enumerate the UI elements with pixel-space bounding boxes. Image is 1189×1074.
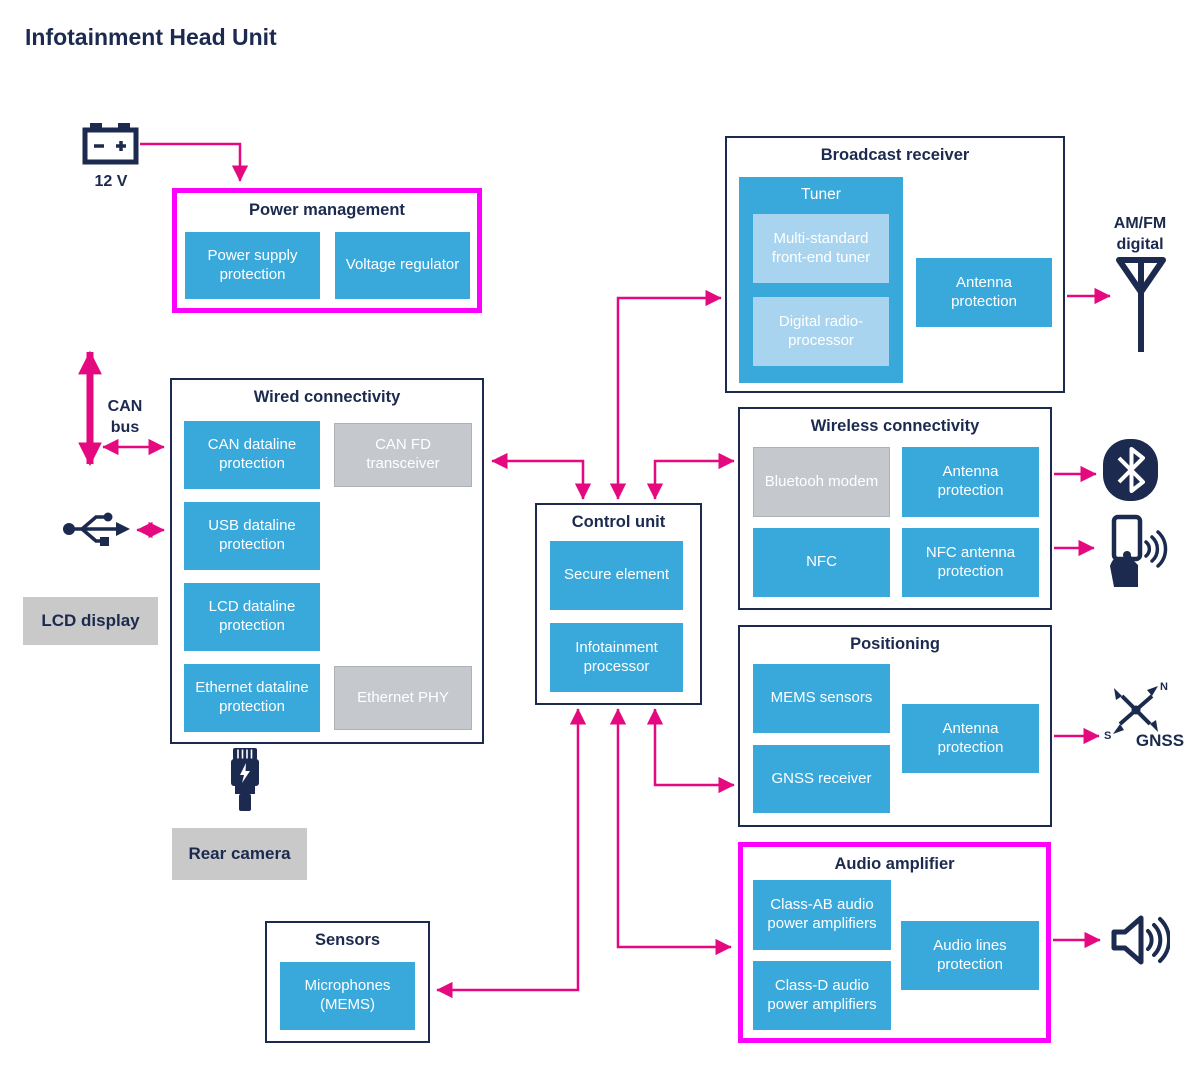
group-sensors	[265, 921, 430, 1043]
chip-multi-standard-front-end-tuner: Multi-standard front-end tuner	[753, 214, 889, 283]
connector-control-to-sensors	[437, 709, 578, 990]
chip-lcd-dataline-protection: LCD dataline protection	[184, 583, 320, 651]
chip-audio-lines-protection: Audio lines protection	[901, 921, 1039, 990]
chip-usb-dataline-protection: USB dataline protection	[184, 502, 320, 570]
chip-digital-radio-processor: Digital radio-processor	[753, 297, 889, 366]
connector-control-to-audio	[618, 709, 731, 947]
group-wireless-connectivity	[738, 407, 1052, 610]
svg-text:S: S	[1104, 730, 1112, 740]
connector-wired-to-control	[492, 461, 583, 499]
group-title-positioning: Positioning	[850, 635, 940, 653]
connector-battery-to-power	[140, 144, 240, 181]
group-title-control-unit: Control unit	[571, 513, 666, 531]
chip-wireless-antenna-protection: Antenna protection	[902, 447, 1039, 517]
chip-class-ab-amplifiers: Class-AB audio power amplifiers	[753, 880, 891, 950]
chip-class-d-amplifiers: Class-D audio power amplifiers	[753, 961, 891, 1030]
subgroup-title-tuner: Tuner	[801, 186, 841, 203]
chip-nfc: NFC	[753, 528, 890, 597]
group-title-power-management: Power management	[249, 201, 405, 219]
chip-microphones-mems: Microphones (MEMS)	[280, 962, 415, 1030]
battery-icon	[82, 122, 140, 168]
chip-broadcast-antenna-protection: Antenna protection	[916, 258, 1052, 327]
rear-camera-label: Rear camera	[172, 828, 307, 880]
can-bus-label: CAN bus	[107, 398, 143, 436]
group-title-wireless-connectivity: Wireless connectivity	[810, 417, 980, 435]
group-wired-connectivity	[170, 378, 484, 744]
chip-gnss-receiver: GNSS receiver	[753, 745, 890, 813]
chip-can-dataline-protection: CAN dataline protection	[184, 421, 320, 489]
chip-power-supply-protection: Power supply protection	[185, 232, 320, 299]
group-title-broadcast-receiver: Broadcast receiver	[820, 146, 970, 164]
connector-control-to-positioning	[655, 709, 734, 785]
group-title-sensors: Sensors	[314, 931, 381, 949]
chip-voltage-regulator: Voltage regulator	[335, 232, 470, 299]
group-broadcast-receiver	[725, 136, 1065, 393]
page-title: Infotainment Head Unit	[25, 24, 277, 50]
group-audio-amplifier	[738, 842, 1051, 1043]
gnss-label: GNSS	[1135, 731, 1185, 750]
chip-secure-element: Secure element	[550, 541, 683, 610]
group-control-unit	[535, 503, 702, 705]
usb-icon	[60, 508, 132, 550]
group-power-management	[172, 188, 482, 313]
group-title-wired-connectivity: Wired connectivity	[253, 388, 401, 406]
lcd-display-label: LCD display	[23, 597, 158, 645]
speaker-icon	[1108, 908, 1170, 972]
chip-ethernet-phy: Ethernet PHY	[334, 666, 472, 730]
connector-control-to-wireless	[655, 461, 734, 499]
chip-bluetooth-modem: Bluetooh modem	[753, 447, 890, 517]
chip-can-fd-transceiver: CAN FD transceiver	[334, 423, 472, 487]
chip-positioning-antenna-protection: Antenna protection	[902, 704, 1039, 773]
group-positioning	[738, 625, 1052, 827]
connector-control-to-broadcast	[618, 298, 721, 499]
chip-nfc-antenna-protection: NFC antenna protection	[902, 528, 1039, 597]
chip-mems-sensors: MEMS sensors	[753, 664, 890, 733]
nfc-phone-icon	[1102, 514, 1168, 588]
svg-text:N: N	[1160, 681, 1168, 693]
battery-voltage-label: 12 V	[94, 173, 128, 190]
chip-ethernet-dataline-protection: Ethernet dataline protection	[184, 664, 320, 732]
chip-infotainment-processor: Infotainment processor	[550, 623, 683, 692]
group-title-audio-amplifier: Audio amplifier	[834, 855, 955, 873]
ethernet-cable-icon	[225, 746, 265, 814]
subgroup-tuner	[739, 177, 903, 383]
bluetooth-icon	[1102, 438, 1159, 502]
amfm-digital-label: AM/FM digital	[1113, 215, 1167, 253]
amfm-antenna-icon	[1114, 256, 1168, 356]
